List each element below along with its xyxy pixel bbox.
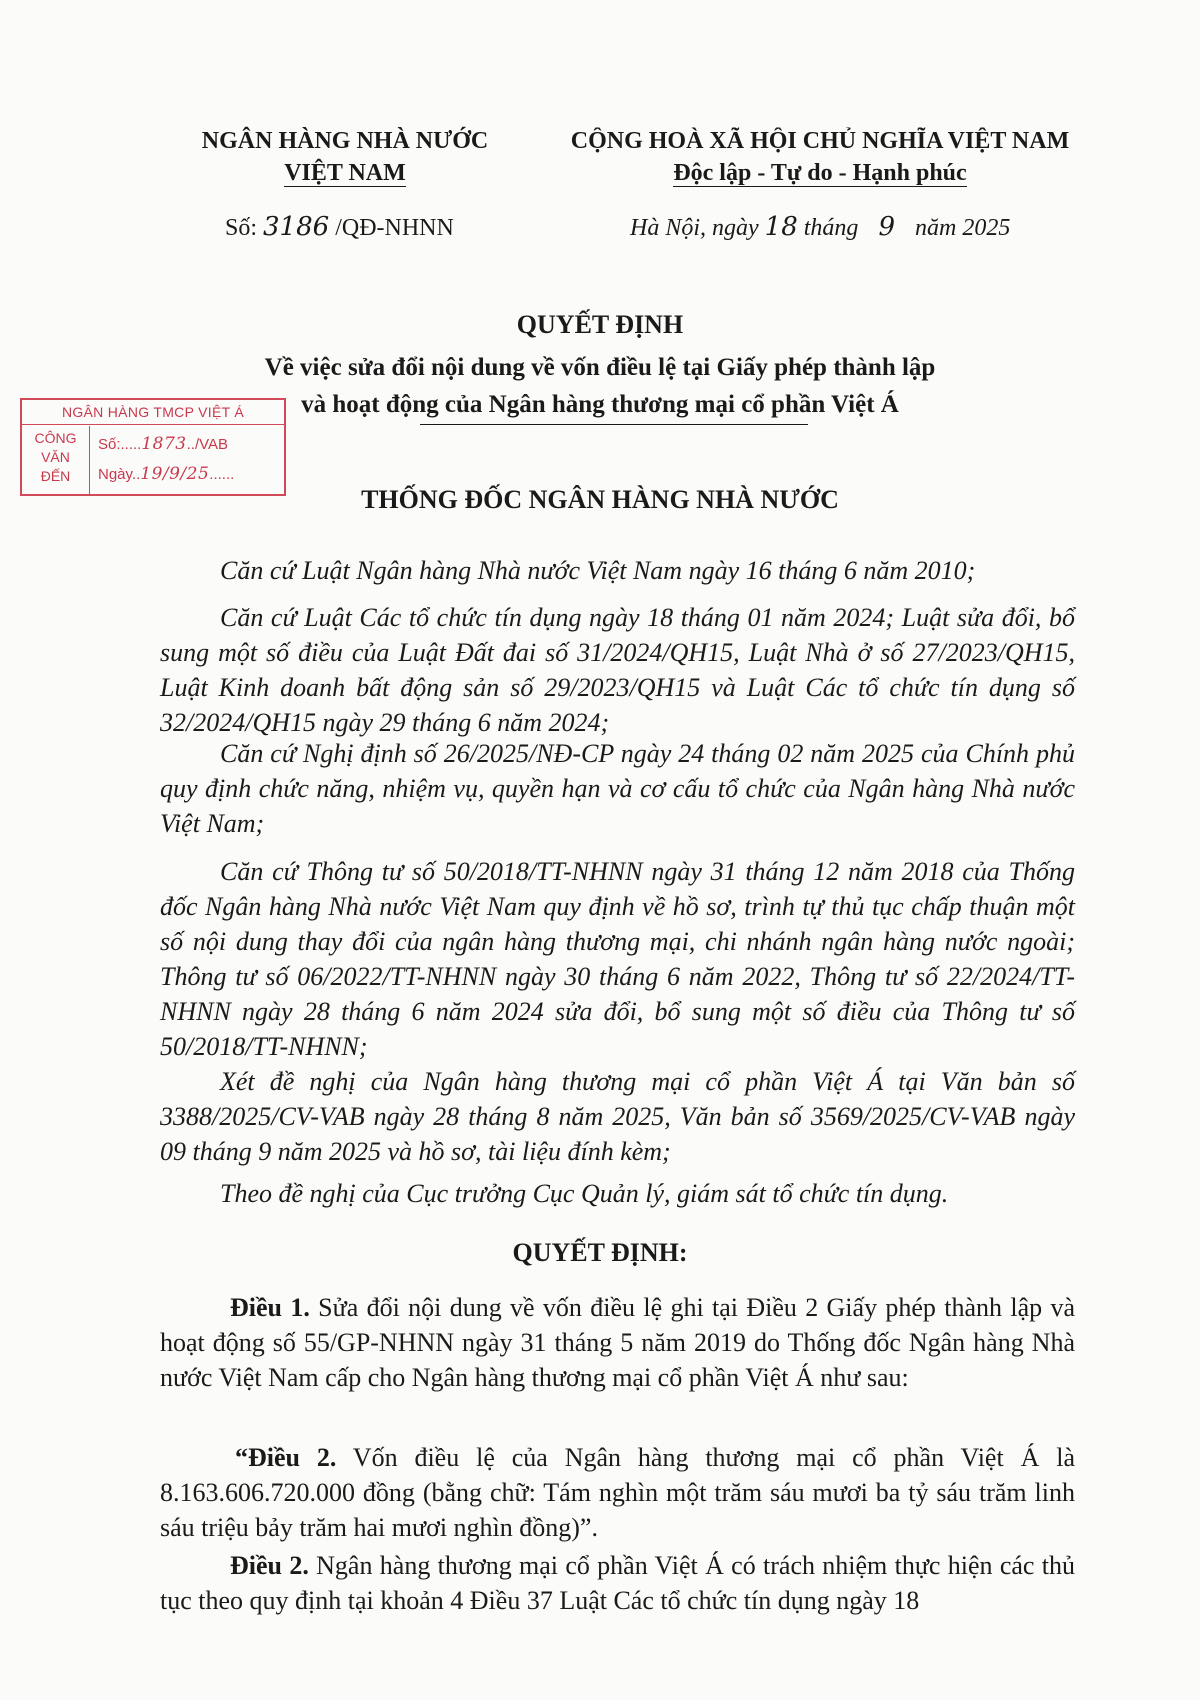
recital-1: Căn cứ Luật Ngân hàng Nhà nước Việt Nam ngày 16 tháng 6 năm 2010; <box>220 556 976 585</box>
issuer-line1: NGÂN HÀNG NHÀ NƯỚC <box>201 128 489 154</box>
motto: Độc lập - Tự do - Hạnh phúc <box>673 160 967 186</box>
recital-5: Xét đề nghị của Ngân hàng thương mại cổ phần Việt Á tại Văn bản số 3388/2025/CV-VAB ngày 28 tháng 8 năm 2025, Văn bản số 3569/2025/CV-VAB ngày 09 tháng 9 năm 2025 và hồ sơ, tài liệu đính kèm; <box>160 1067 1075 1166</box>
doc-number-prefix: Số: <box>225 215 258 241</box>
document-subtitle-line2: và hoạt động của Ngân hàng thương mại cổ phần Việt Á <box>301 391 899 418</box>
stamp-date-row: Ngày..19/9/25...... <box>98 464 235 484</box>
article-1 <box>160 1290 1075 1395</box>
article-2-text: Ngân hàng thương mại cổ phần Việt Á có trách nhiệm thực hiện các thủ tục theo quy định tại khoản 4 Điều 37 Luật Các tổ chức tín dụng ngày 18 <box>160 1551 1076 1615</box>
recital-2: Căn cứ Luật Các tổ chức tín dụng ngày 18 tháng 01 năm 2024; Luật sửa đổi, bổ sung một số điều của Luật Đất đai số 31/2024/QH15, Luật Nhà ở số 27/2023/QH15, Luật Kinh doanh bất động sản số 29/2023/QH15 và Luật Các tổ chức tín dụng số 32/2024/QH15 ngày 29 tháng 6 năm 2024; <box>160 603 1075 737</box>
article-2 <box>160 1548 1075 1618</box>
recital-3: Căn cứ Nghị định số 26/2025/NĐ-CP ngày 24 tháng 02 năm 2025 của Chính phủ quy định chức năng, nhiệm vụ, quyền hạn và cơ cấu tổ chức của Ngân hàng Nhà nước Việt Nam; <box>160 739 1075 838</box>
issuer-line2: VIỆT NAM <box>284 160 406 186</box>
date-day: 18 <box>764 212 798 242</box>
stamp-bank-name: NGÂN HÀNG TMCP VIỆT Á <box>22 400 284 425</box>
article-2-label: Điều 2. <box>230 1551 309 1580</box>
national-motto <box>555 125 1085 189</box>
article-1-text: Sửa đổi nội dung về vốn điều lệ ghi tại Điều 2 Giấy phép thành lập và hoạt động số 55/GP-NHNN ngày 31 tháng 5 năm 2019 do Thống đốc Ngân hàng Nhà nước Việt Nam cấp cho Ngân hàng thương mại cổ phần Việt Á như sau: <box>160 1293 1076 1392</box>
date-part1: Hà Nội, ngày <box>630 215 759 241</box>
date-month: 9 <box>878 212 895 242</box>
stamp-number-handwritten: 1873 <box>141 434 187 454</box>
quote-text: Vốn điều lệ của Ngân hàng thương mại cổ phần Việt Á là 8.163.606.720.000 đồng (bằng chữ: Tám nghìn một trăm sáu mươi ba tỷ sáu trăm linh sáu triệu bảy trăm hai mươi nghìn đồng)”. <box>160 1443 1075 1542</box>
stamp-label: CÔNG VĂN ĐẾN <box>22 426 90 494</box>
issue-date <box>630 212 1010 242</box>
document-subtitle-line1: Về việc sửa đổi nội dung về vốn điều lệ tại Giấy phép thành lập <box>264 354 936 381</box>
doc-number-suffix: /QĐ-NHNN <box>335 215 454 241</box>
article-1-label: Điều 1. <box>230 1293 310 1322</box>
document-title: QUYẾT ĐỊNH <box>516 310 684 339</box>
decision-heading: QUYẾT ĐỊNH: <box>512 1238 688 1267</box>
issuer-name <box>170 125 520 189</box>
recital-6: Theo đề nghị của Cục trưởng Cục Quản lý, giám sát tổ chức tín dụng. <box>220 1179 949 1208</box>
country-name: CỘNG HOÀ XÃ HỘI CHỦ NGHĨA VIỆT NAM <box>570 128 1070 154</box>
doc-number-handwritten: 3186 <box>263 212 330 242</box>
recital-4: Căn cứ Thông tư số 50/2018/TT-NHNN ngày 31 tháng 12 năm 2018 của Thống đốc Ngân hàng Nhà nước Việt Nam quy định về hồ sơ, trình tự thủ tục chấp thuận một số nội dung thay đổi của ngân hàng thương mại, chi nhánh ngân hàng nước ngoài; Thông tư số 06/2022/TT-NHNN ngày 30 tháng 6 năm 2022, Thông tư số 22/2024/TT-NHNN ngày 28 tháng 6 năm 2024 sửa đổi, bổ sung một số điều của Thông tư số 50/2018/TT-NHNN; <box>160 857 1075 1061</box>
date-part2: tháng <box>803 215 859 241</box>
stamp-date-handwritten: 19/9/25 <box>140 464 210 484</box>
issuing-authority: THỐNG ĐỐC NGÂN HÀNG NHÀ NƯỚC <box>361 485 839 514</box>
incoming-document-stamp <box>20 398 286 496</box>
subtitle-underline <box>420 424 808 425</box>
article-1-quote <box>160 1440 1075 1545</box>
date-part3: năm 2025 <box>914 215 1011 241</box>
quote-label: “Điều 2. <box>235 1443 337 1472</box>
stamp-number-row: Số:.....1873../VAB <box>98 434 229 454</box>
document-number <box>225 212 454 242</box>
